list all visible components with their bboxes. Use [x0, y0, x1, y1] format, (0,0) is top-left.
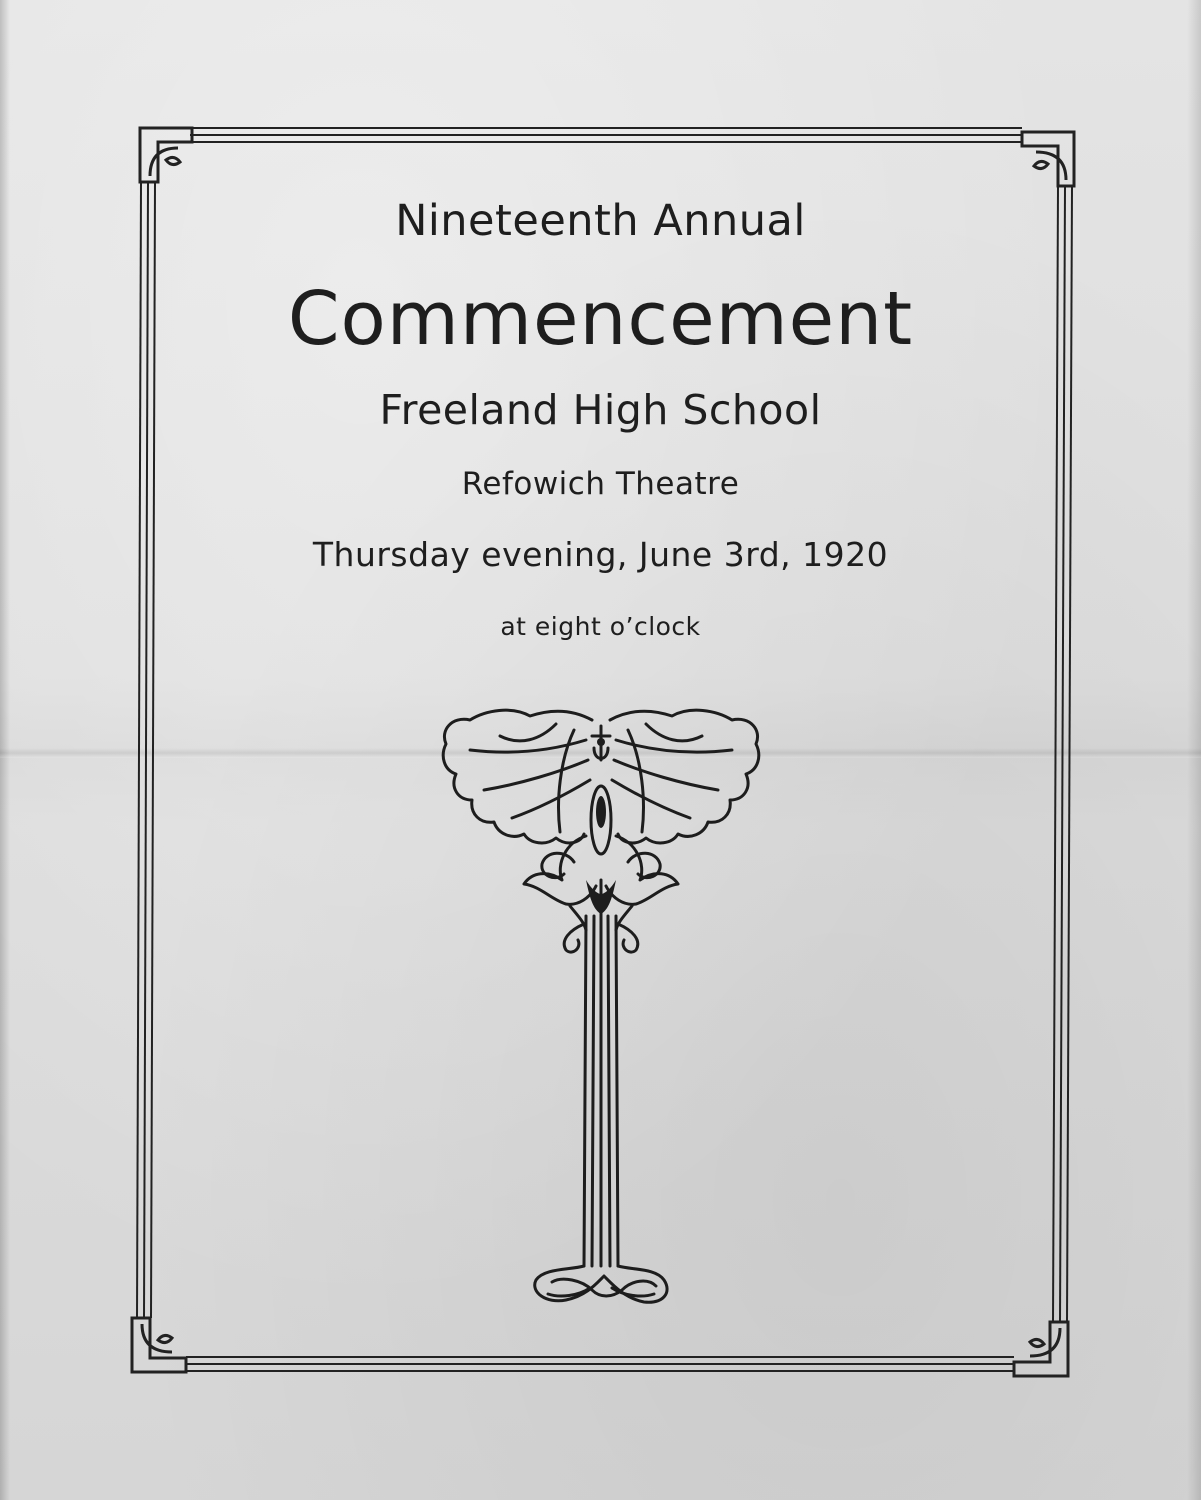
venue-name: Refowich Theatre	[461, 466, 740, 502]
event-time: at eight o’clock	[500, 612, 701, 641]
event-date: Thursday evening, June 3rd, 1920	[312, 535, 889, 574]
school-name: Freeland High School	[379, 386, 822, 434]
program-title: Commencement	[287, 276, 914, 362]
program-subtitle: Nineteenth Annual	[395, 196, 806, 246]
